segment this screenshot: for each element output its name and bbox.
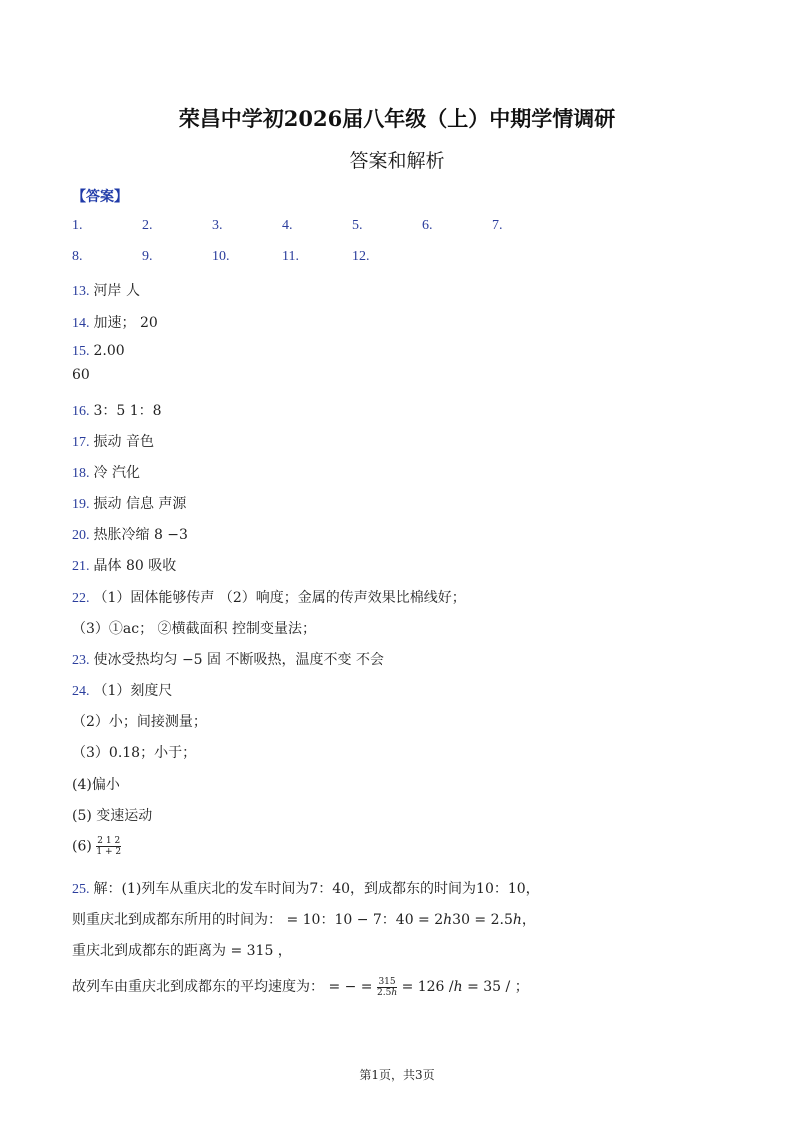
answer-section-label: 【答案】 <box>72 189 128 205</box>
answer-24-part2: （2）小；间接测量； <box>72 714 207 730</box>
answer-25-line3: 重庆北到成都东的距离为 = 315 ， <box>72 943 292 959</box>
answer-15-line2: 60 <box>72 367 90 383</box>
answer-18: 18. 冷 汽化 <box>72 465 140 481</box>
mc-number: 12. <box>352 249 370 264</box>
fraction-25: $\frac{315}{\text{2.5ℎ}}$ <box>377 976 398 998</box>
document-title: 荣昌中学初2026届八年级（上）中期学情调研 <box>178 106 616 131</box>
answer-13: 13. 河岸 人 <box>72 283 140 299</box>
answer-24: 24. （1）刻度尺 <box>72 683 173 699</box>
mc-number: 6. <box>422 218 433 233</box>
answer-24-part3: （3）0.18；小于； <box>72 745 197 761</box>
mc-number: 11. <box>282 249 299 264</box>
answer-23: 23. 使冰受热均匀 −5 固 不断吸热，温度不变 不会 <box>72 652 384 668</box>
answer-17: 17. 振动 音色 <box>72 434 154 450</box>
answer-25-line2: 则重庆北到成都东所用的时间为： = 10：10 − 7：40 = 2ℎ30 = 2.5ℎ， <box>72 912 536 928</box>
mc-number: 3. <box>212 218 223 233</box>
answer-24-part4: (4)偏小 <box>72 777 120 793</box>
answer-21: 21. 晶体 80 吸收 <box>72 558 177 574</box>
mc-number: 4. <box>282 218 293 233</box>
answer-14: 14. 加速； 20 <box>72 315 158 331</box>
mc-number: 9. <box>142 249 153 264</box>
page-footer: 第1页，共3页 <box>359 1068 435 1082</box>
answer-22-line2: （3）①ac； ②横截面积 控制变量法； <box>72 621 316 637</box>
mc-number: 10. <box>212 249 230 264</box>
mc-number: 5. <box>352 218 363 233</box>
mc-number: 8. <box>72 249 83 264</box>
document-subtitle: 答案和解析 <box>349 150 445 172</box>
answer-24-part6: (6) $\frac{2 1 2}{1 + 2}$ <box>72 836 122 857</box>
mc-number: 2. <box>142 218 153 233</box>
answer-15: 15. 2.00 <box>72 343 125 359</box>
answer-20: 20. 热胀冷缩 8 −3 <box>72 527 188 543</box>
answer-16: 16. 3：5 1：8 <box>72 403 162 419</box>
answer-22: 22. （1）固体能够传声 （2）响度；金属的传声效果比棉线好； <box>72 590 466 606</box>
answer-19: 19. 振动 信息 声源 <box>72 496 187 512</box>
answer-24-part5: (5) 变速运动 <box>72 808 153 824</box>
fraction-24: $\frac{2 1 2}{1 + 2}$ <box>96 836 122 857</box>
mc-number: 1. <box>72 218 83 233</box>
answer-25: 25. 解：(1)列车从重庆北的发车时间为7：40，到成都东的时间为10：10， <box>72 881 540 897</box>
answer-25-line4: 故列车由重庆北到成都东的平均速度为： = − = $\frac{315}{\text{2.5ℎ}}$ = 126 /ℎ = 35 / ； <box>72 976 529 998</box>
mc-number: 7. <box>492 218 503 233</box>
